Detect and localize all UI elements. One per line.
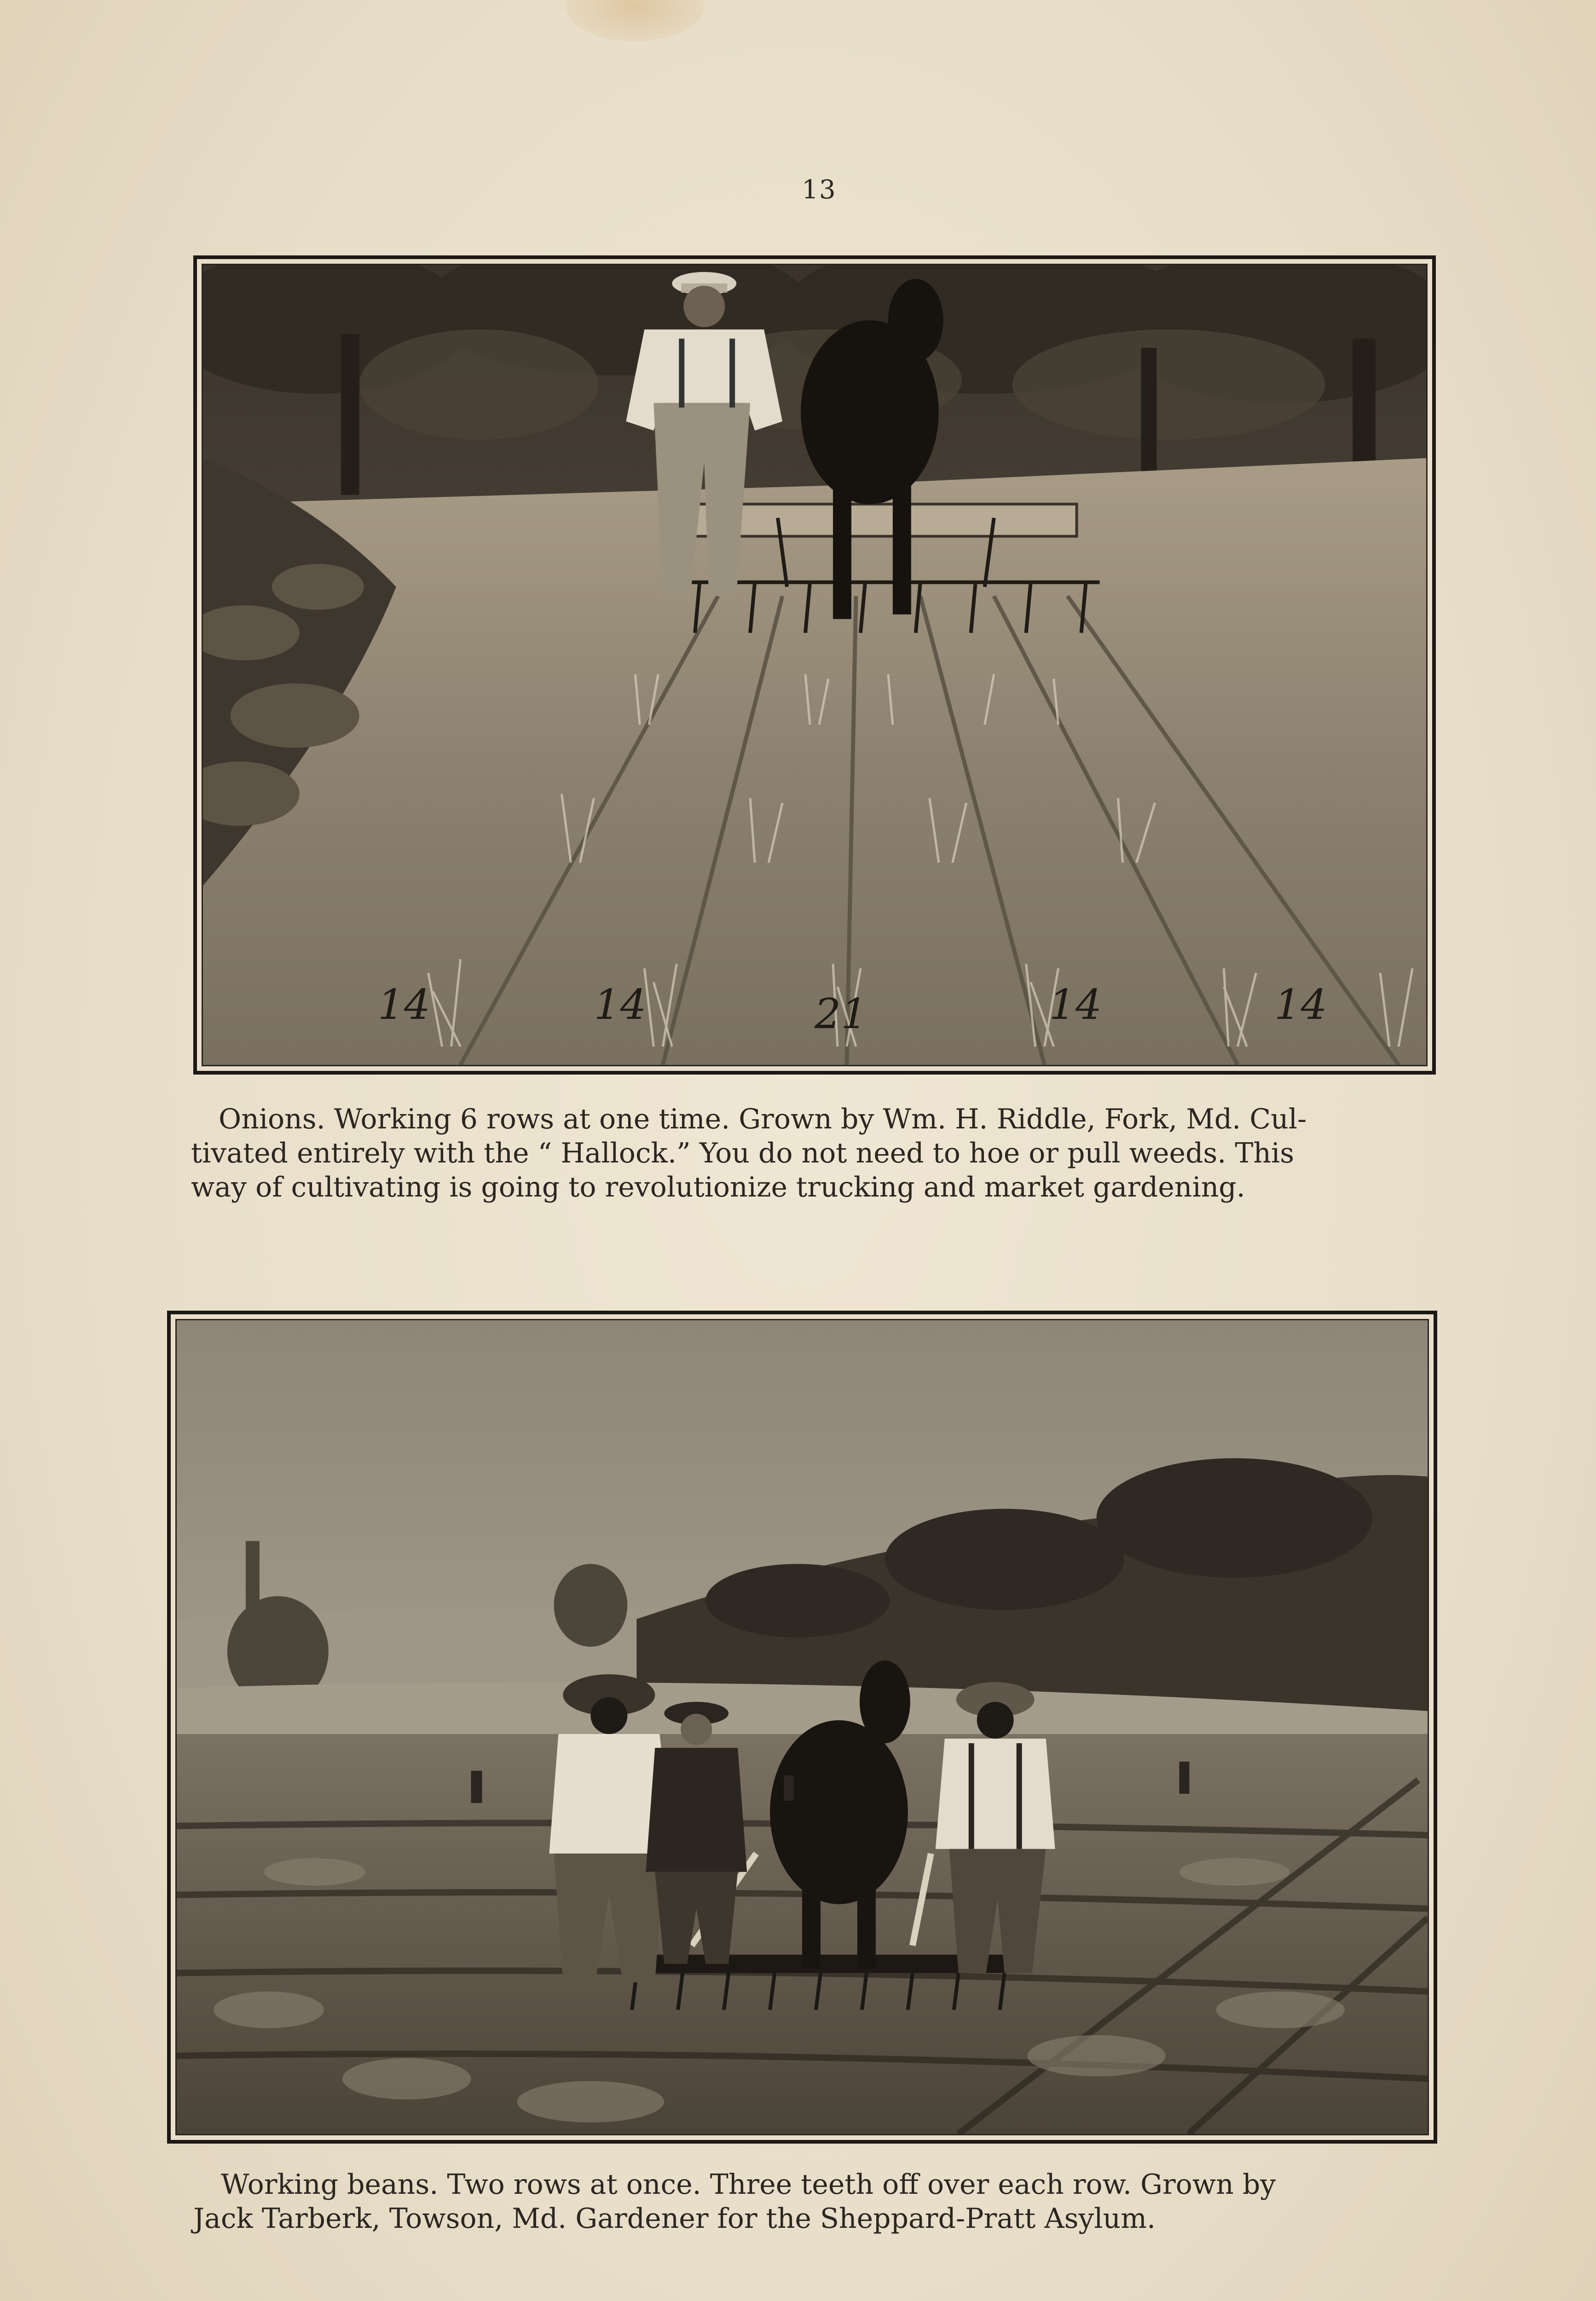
page-number: 13	[802, 175, 837, 205]
caption-onions-line-1: Onions. Working 6 rows at one time. Grown by Wm. H. Riddle, Fork, Md. Cul-	[219, 1103, 1307, 1135]
photo-beans-frame	[167, 1311, 1437, 2144]
caption-beans	[193, 2168, 1436, 2236]
caption-onions	[191, 1102, 1438, 1204]
row-marker-1: 14	[377, 981, 431, 1029]
row-marker-5: 14	[1274, 981, 1327, 1029]
page-stain	[566, 0, 704, 41]
photo-onions-frame	[193, 255, 1436, 1075]
caption-beans-line-2: Jack Tarberk, Towson, Md. Gardener for the Sheppard-Pratt Asylum.	[193, 2203, 1156, 2235]
photo-beans-image	[177, 1320, 1428, 2134]
caption-onions-line-3: way of cultivating is going to revolutionize trucking and market gardening.	[191, 1171, 1245, 1203]
photo-onions-image	[203, 265, 1426, 1065]
photo-onions	[202, 264, 1428, 1066]
caption-onions-line-2: tivated entirely with the “ Hallock.” You do not need to hoe or pull weeds. This	[191, 1137, 1295, 1169]
row-marker-4: 14	[1049, 981, 1102, 1029]
photo-beans	[175, 1319, 1429, 2135]
row-marker-2: 14	[594, 981, 647, 1029]
caption-beans-line-1: Working beans. Two rows at once. Three teeth off over each row. Grown by	[221, 2168, 1276, 2201]
row-marker-3: 21	[814, 990, 867, 1039]
